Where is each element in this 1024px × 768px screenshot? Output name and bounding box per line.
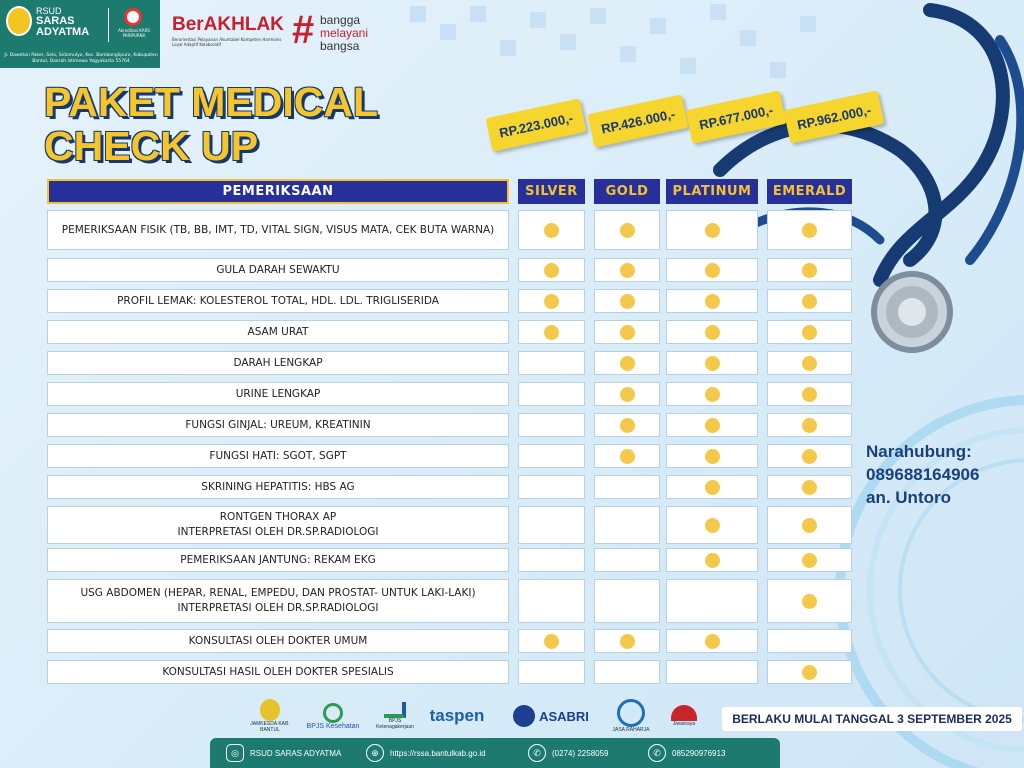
- phone-icon: ✆: [528, 744, 546, 762]
- globe-icon: ⊕: [366, 744, 384, 762]
- table-cell-silver: [518, 444, 585, 468]
- table-cell-silver: [518, 351, 585, 375]
- price-tag-emerald: RP.962.000,-: [784, 90, 885, 143]
- table-cell-emerald: [767, 210, 852, 250]
- table-cell-gold: [594, 289, 660, 313]
- table-cell-gold: [594, 351, 660, 375]
- table-cell-silver: [518, 475, 585, 499]
- partner-taspen-label: taspen: [429, 706, 485, 725]
- table-cell-platinum: [666, 629, 758, 653]
- bpjs-kesehatan-icon: [323, 703, 343, 723]
- partner-bpjs-tk: [370, 695, 420, 737]
- table-row-exam: URINE LENGKAP: [47, 382, 509, 406]
- table-cell-gold: [594, 629, 660, 653]
- table-cell-silver: [518, 660, 585, 684]
- partner-bpjs-kesehatan-label: BPJS Kesehatan: [306, 722, 360, 730]
- included-dot-icon: [705, 356, 720, 371]
- included-dot-icon: [802, 223, 817, 238]
- table-cell-silver: [518, 629, 585, 653]
- footer-instagram[interactable]: [226, 744, 341, 762]
- included-dot-icon: [544, 634, 559, 649]
- included-dot-icon: [705, 418, 720, 433]
- asabri-icon: [513, 705, 535, 727]
- table-cell-emerald: [767, 320, 852, 344]
- included-dot-icon: [620, 325, 635, 340]
- phone-number: (0274) 2258059: [552, 748, 609, 758]
- jamkesda-icon: [260, 699, 280, 721]
- footer-bar: [210, 738, 780, 768]
- table-row-exam: FUNGSI GINJAL: UREUM, KREATININ: [47, 413, 509, 437]
- table-cell-emerald: [767, 351, 852, 375]
- table-cell-gold: [594, 506, 660, 544]
- included-dot-icon: [802, 263, 817, 278]
- table-row-exam: KONSULTASI HASIL OLEH DOKTER SPESIALIS: [47, 660, 509, 684]
- table-cell-silver: [518, 382, 585, 406]
- table-cell-gold: [594, 579, 660, 623]
- umbrella-icon: [671, 705, 697, 721]
- table-row-exam: GULA DARAH SEWAKTU: [47, 258, 509, 282]
- table-row-exam: SKRINING HEPATITIS: HBS AG: [47, 475, 509, 499]
- included-dot-icon: [802, 418, 817, 433]
- partner-jasa-raharja: [606, 695, 656, 737]
- table-row-exam: KONSULTASI OLEH DOKTER UMUM: [47, 629, 509, 653]
- included-dot-icon: [705, 553, 720, 568]
- bangga-line1: bangga: [320, 13, 361, 27]
- table-cell-gold: [594, 548, 660, 572]
- included-dot-icon: [705, 518, 720, 533]
- whatsapp-icon: ✆: [648, 744, 666, 762]
- partner-jamkesda-label: JAMKESDA KAB. BANTUL: [250, 721, 290, 733]
- hospital-name-line2: SARAS: [36, 15, 75, 27]
- included-dot-icon: [620, 294, 635, 309]
- table-cell-platinum: [666, 506, 758, 544]
- berakhlak-subtitle: Berorientasi Pelayanan Akuntabel Kompeten Harmonis Loyal Adaptif Kolaboratif: [172, 37, 282, 47]
- included-dot-icon: [705, 449, 720, 464]
- table-cell-emerald: [767, 413, 852, 437]
- hospital-name-line3: ADYATMA: [36, 26, 90, 38]
- included-dot-icon: [802, 518, 817, 533]
- table-row-exam: PEMERIKSAAN JANTUNG: REKAM EKG: [47, 548, 509, 572]
- included-dot-icon: [544, 294, 559, 309]
- partner-bpjs-tk-label: BPJS Ketenagakerjaan: [376, 718, 414, 730]
- table-cell-silver: [518, 413, 585, 437]
- partner-asabri: [506, 695, 596, 737]
- jasa-raharja-icon: [617, 699, 645, 727]
- hospital-name-line1: RSUD: [36, 6, 62, 16]
- bangga-line3: bangsa: [320, 39, 360, 53]
- included-dot-icon: [544, 325, 559, 340]
- included-dot-icon: [802, 665, 817, 680]
- berakhlak-logo: BerAKHLAK: [172, 14, 284, 35]
- partner-logos: [250, 695, 710, 737]
- column-header-platinum: PLATINUM: [666, 179, 758, 204]
- table-cell-silver: [518, 506, 585, 544]
- column-header-pemeriksaan: PEMERIKSAAN: [47, 179, 509, 204]
- table-cell-emerald: [767, 444, 852, 468]
- table-cell-silver: [518, 289, 585, 313]
- table-cell-gold: [594, 475, 660, 499]
- included-dot-icon: [802, 325, 817, 340]
- bangga-hash-logo: #: [292, 8, 315, 52]
- partner-taspen: [426, 695, 488, 737]
- included-dot-icon: [544, 263, 559, 278]
- table-cell-emerald: [767, 382, 852, 406]
- instagram-handle: RSUD SARAS ADYATMA: [250, 748, 342, 758]
- table-cell-emerald: [767, 579, 852, 623]
- included-dot-icon: [802, 553, 817, 568]
- table-cell-emerald: [767, 475, 852, 499]
- included-dot-icon: [802, 356, 817, 371]
- table-cell-platinum: [666, 444, 758, 468]
- table-cell-platinum: [666, 351, 758, 375]
- accreditation-text: Akreditasi KARS PARIPURNA: [118, 28, 150, 38]
- table-cell-platinum: [666, 660, 758, 684]
- included-dot-icon: [802, 294, 817, 309]
- partner-jamkesda: [250, 695, 290, 737]
- table-cell-silver: [518, 579, 585, 623]
- footer-whatsapp[interactable]: [648, 744, 725, 762]
- column-header-emerald: EMERALD: [767, 179, 852, 204]
- included-dot-icon: [802, 480, 817, 495]
- website-url: https://rssa.bantulkab.go.id: [390, 748, 486, 758]
- included-dot-icon: [802, 594, 817, 609]
- table-cell-silver: [518, 258, 585, 282]
- table-cell-platinum: [666, 289, 758, 313]
- included-dot-icon: [705, 263, 720, 278]
- table-cell-gold: [594, 382, 660, 406]
- table-cell-silver: [518, 548, 585, 572]
- included-dot-icon: [802, 449, 817, 464]
- price-tag-silver: RP.223.000,-: [486, 98, 587, 151]
- table-row-exam: PROFIL LEMAK: KOLESTEROL TOTAL, HDL. LDL. TRIGLISERIDA: [47, 289, 509, 313]
- instagram-icon: ◎: [226, 744, 244, 762]
- table-cell-silver: [518, 210, 585, 250]
- table-row-exam: DARAH LENGKAP: [47, 351, 509, 375]
- partner-jasa-raharja-label: JASA RAHARJA: [612, 727, 650, 733]
- table-cell-emerald: [767, 506, 852, 544]
- table-cell-emerald: [767, 629, 852, 653]
- included-dot-icon: [705, 634, 720, 649]
- included-dot-icon: [705, 325, 720, 340]
- table-cell-platinum: [666, 210, 758, 250]
- table-cell-gold: [594, 258, 660, 282]
- table-cell-gold: [594, 320, 660, 344]
- table-row-exam: ASAM URAT: [47, 320, 509, 344]
- included-dot-icon: [802, 387, 817, 402]
- column-header-gold: GOLD: [594, 179, 660, 204]
- table-cell-emerald: [767, 660, 852, 684]
- table-cell-platinum: [666, 320, 758, 344]
- table-row-exam: PEMERIKSAAN FISIK (TB, BB, IMT, TD, VITAL SIGN, VISUS MATA, CEK BUTA WARNA): [47, 210, 509, 250]
- included-dot-icon: [705, 387, 720, 402]
- table-cell-platinum: [666, 475, 758, 499]
- table-cell-platinum: [666, 548, 758, 572]
- included-dot-icon: [620, 263, 635, 278]
- table-cell-gold: [594, 210, 660, 250]
- partner-jiwasraya-label: Jiwasraya: [672, 721, 696, 727]
- table-cell-emerald: [767, 258, 852, 282]
- included-dot-icon: [620, 418, 635, 433]
- effective-date: BERLAKU MULAI TANGGAL 3 SEPTEMBER 2025: [722, 707, 1022, 731]
- column-header-silver: SILVER: [518, 179, 585, 204]
- contact-phone: 089688164906: [866, 465, 980, 484]
- table-cell-emerald: [767, 548, 852, 572]
- table-cell-gold: [594, 413, 660, 437]
- table-row-exam: FUNGSI HATI: SGOT, SGPT: [47, 444, 509, 468]
- contact-label: Narahubung:: [866, 442, 972, 461]
- title-line2: CHECK UP: [44, 123, 259, 169]
- partner-asabri-label: ASABRI: [539, 708, 589, 724]
- price-tag-gold: RP.426.000,-: [588, 94, 689, 147]
- contact-name: an. Untoro: [866, 488, 951, 507]
- price-tag-platinum: RP.677.000,-: [686, 90, 787, 143]
- table-row-exam: USG ABDOMEN (HEPAR, RENAL, EMPEDU, DAN PROSTAT- UNTUK LAKI-LAKI) INTERPRETASI OLEH DR.SP.RADIOLOGI: [47, 579, 509, 623]
- table-cell-silver: [518, 320, 585, 344]
- partner-jiwasraya: [662, 695, 706, 737]
- table-cell-platinum: [666, 579, 758, 623]
- contact-info: [866, 440, 979, 509]
- included-dot-icon: [705, 223, 720, 238]
- included-dot-icon: [620, 449, 635, 464]
- included-dot-icon: [544, 223, 559, 238]
- table-cell-platinum: [666, 258, 758, 282]
- hospital-address: Jl. Dawetan Paker, Selo, Sidomulyo, Kec. Bambanglipuro, Kabupaten Bantul, Daerah Istimewa Yogyakarta 55764: [4, 53, 158, 64]
- included-dot-icon: [620, 634, 635, 649]
- included-dot-icon: [705, 294, 720, 309]
- partner-bpjs-kesehatan: [302, 695, 364, 737]
- table-cell-platinum: [666, 382, 758, 406]
- included-dot-icon: [705, 480, 720, 495]
- whatsapp-number: 085290976913: [672, 748, 726, 758]
- table-row-exam: RONTGEN THORAX AP INTERPRETASI OLEH DR.SP.RADIOLOGI: [47, 506, 509, 544]
- bangga-line2: melayani: [320, 26, 369, 40]
- table-cell-emerald: [767, 289, 852, 313]
- bpjs-tk-icon: [384, 702, 406, 718]
- included-dot-icon: [620, 356, 635, 371]
- table-cell-gold: [594, 660, 660, 684]
- table-cell-gold: [594, 444, 660, 468]
- footer-phone[interactable]: [528, 744, 609, 762]
- included-dot-icon: [620, 223, 635, 238]
- included-dot-icon: [620, 387, 635, 402]
- table-cell-platinum: [666, 413, 758, 437]
- title-line1: PAKET MEDICAL: [44, 79, 379, 125]
- footer-website[interactable]: [366, 744, 486, 762]
